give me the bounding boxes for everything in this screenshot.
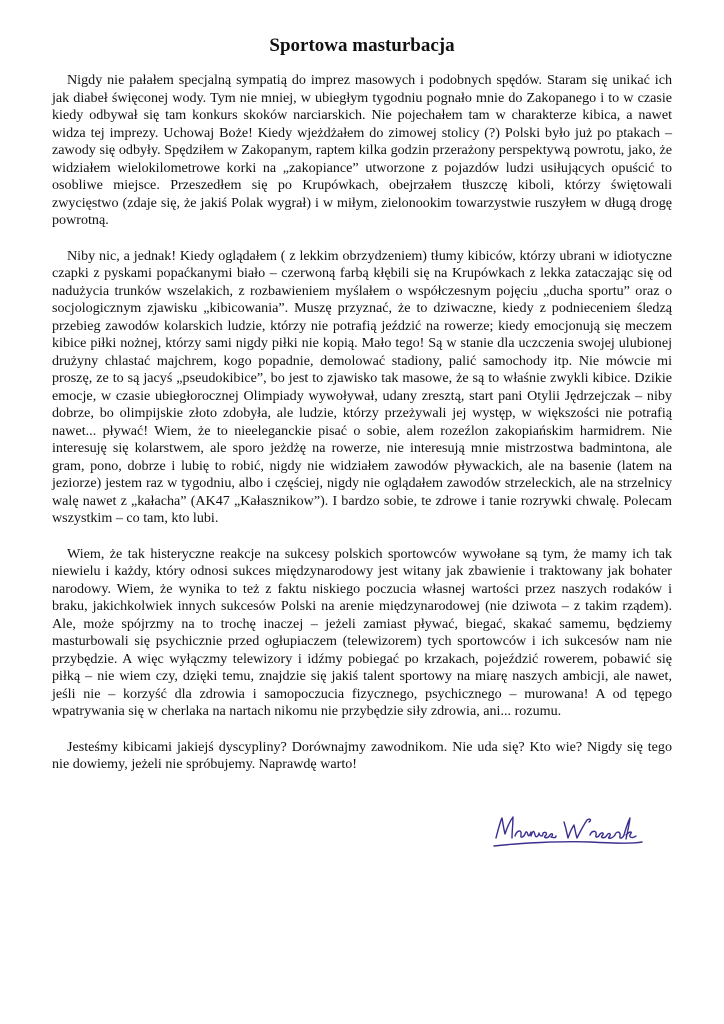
- page-title: Sportowa masturbacja: [269, 35, 455, 56]
- paragraph-2: Niby nic, a jednak! Kiedy oglądałem ( z lekkim obrzydzeniem) tłumy kibiców, którzy ubrani w idiotyczne czapki z pyskami popaćkanymi biało – czerwoną farbą kłębili się na Krupówkach z lekka zataczając się od nadużycia trunków wszelakich, z rozbawieniem myślałem o współczesnym pojęciu „ducha sportu” oraz o socjologicznym zjawisku „kibicowania”. Muszę przyznać, że to dziwaczne, kiedy z podnieceniem śledzą przebieg zawodów kolarskich ludzie, którzy nie potrafią jeździć na rowerze; kiedy emocjonują się meczem kibice piłki nożnej, którzy sami nigdy piłki nie kopią. Mało tego! Są w stanie dla uczczenia swojej ulubionej drużyny chlastać majchrem, kogo popadnie, demolować stadiony, palić samochody itp. Nie mówcie mi proszę, ze to są jacyś „pseudokibice”, bo jest to zjawisko tak masowe, że są to właśnie zwykli kibice. Dzikie emocje, w czasie ubiegłorocznej Olimpiady wywoływał, udany zresztą, start pani Otylii Jędrzejczak – niby dobrze, bo olimpijskie złoto zdobyła, ale ludzie, którzy przeżywali jej występ, w większości nie potrafią nawet... pływać! Wiem, że to nieeleganckie pisać o sobie, alem rozeźlon zakopiańskim harmidrem. Nie interesuję się kolarstwem, ale sporo jeżdżę na rowerze, nie interesują mnie mistrzostwa badmintona, ale gram, pono, dobrze i lubię to robić, nigdy nie widziałem zawodów pływackich, ale na basenie (latem na jeziorze) jestem raz w tygodniu, albo i częściej, nigdy nie oglądałem zawodów strzeleckich, ale na strzelnicy walę nawet z „kałacha” (AK47 „Kałasznikow”). I bardzo sobie, te zdrowe i tanie rozrywki chwalę. Polecam wszystkim – co tam, kto lubi.: [52, 247, 672, 526]
- signature-strokes: [494, 817, 642, 846]
- handwritten-signature: [490, 808, 650, 852]
- paragraph-3: Wiem, że tak histeryczne reakcje na sukcesy polskich sportowców wywołane są tym, że mamy ich tak niewielu i każdy, który odnosi sukces międzynarodowy jest witany jak zbawienie i traktowany jak bohater narodowy. Wiem, że wynika to też z faktu niskiego poczucia własnej wartości przez naszych rodaków i braku, jakichkolwiek innych sukcesów Polski na arenie międzynarodowej (nie dziwota – z takim rządem). Ale, może spójrzmy na to trochę inaczej – jeżeli zamiast pływać, biegać, skakać samemu, będziemy masturbowali się psychicznie przed ogłupiaczem (telewizorem) tych sportowców i ich sukcesów nam nie przybędzie. A więc wyłączmy telewizory i idźmy pobiegać po krzakach, pojeździć rowerem, pobawić się piłką – nie wiem czy, dzięki temu, znajdzie się jakiś talent sportowy na miarę naszych ambicji, ale nawet, jeśli nie – korzyść dla zdrowia i samopoczucia fizycznego, psychicznego – murowana! A od tępego wpatrywania się w cherlaka na nartach nikomu nie przybędzie siły zdrowia, ani... rozumu.: [52, 545, 672, 719]
- paragraph-1: Nigdy nie pałałem specjalną sympatią do imprez masowych i podobnych spędów. Staram się unikać ich jak diabeł święconej wody. Tym nie mniej, w ubiegłym tygodniu pognało mnie do Zakopanego i to w czasie kiedy odbywał się tam konkurs skoków narciarskich. Nie pojechałem tam w charakterze kibica, a nawet widza tej imprezy. Uchowaj Boże! Kiedy wjeżdżałem do zimowej stolicy (?) Polski było już po ptakach – zawody się odbyły. Spędziłem w Zakopanym, raptem kilka godzin przerażony perspektywą powrotu, jako, że widziałem wielokilometrowe korki na „zakopiance” utworzone z pojazdów ludzi usiłujących opuścić to osobliwe miejsce. Przeszedłem się po Krupówkach, obejrzałem tłuszczę kiboli, którzy świętowali zwycięstwo (zdaje się, że jakiś Polak wygrał) i w miłym, zielonookim towarzystwie ruszyłem w długą drogę powrotną.: [52, 72, 672, 228]
- paragraph-4: Jesteśmy kibicami jakiejś dyscypliny? Dorównajmy zawodnikom. Nie uda się? Kto wie? Nigdy się tego nie dowiemy, jeżeli nie spróbujemy. Naprawdę warto!: [52, 738, 672, 772]
- document-page: [52, 34, 672, 792]
